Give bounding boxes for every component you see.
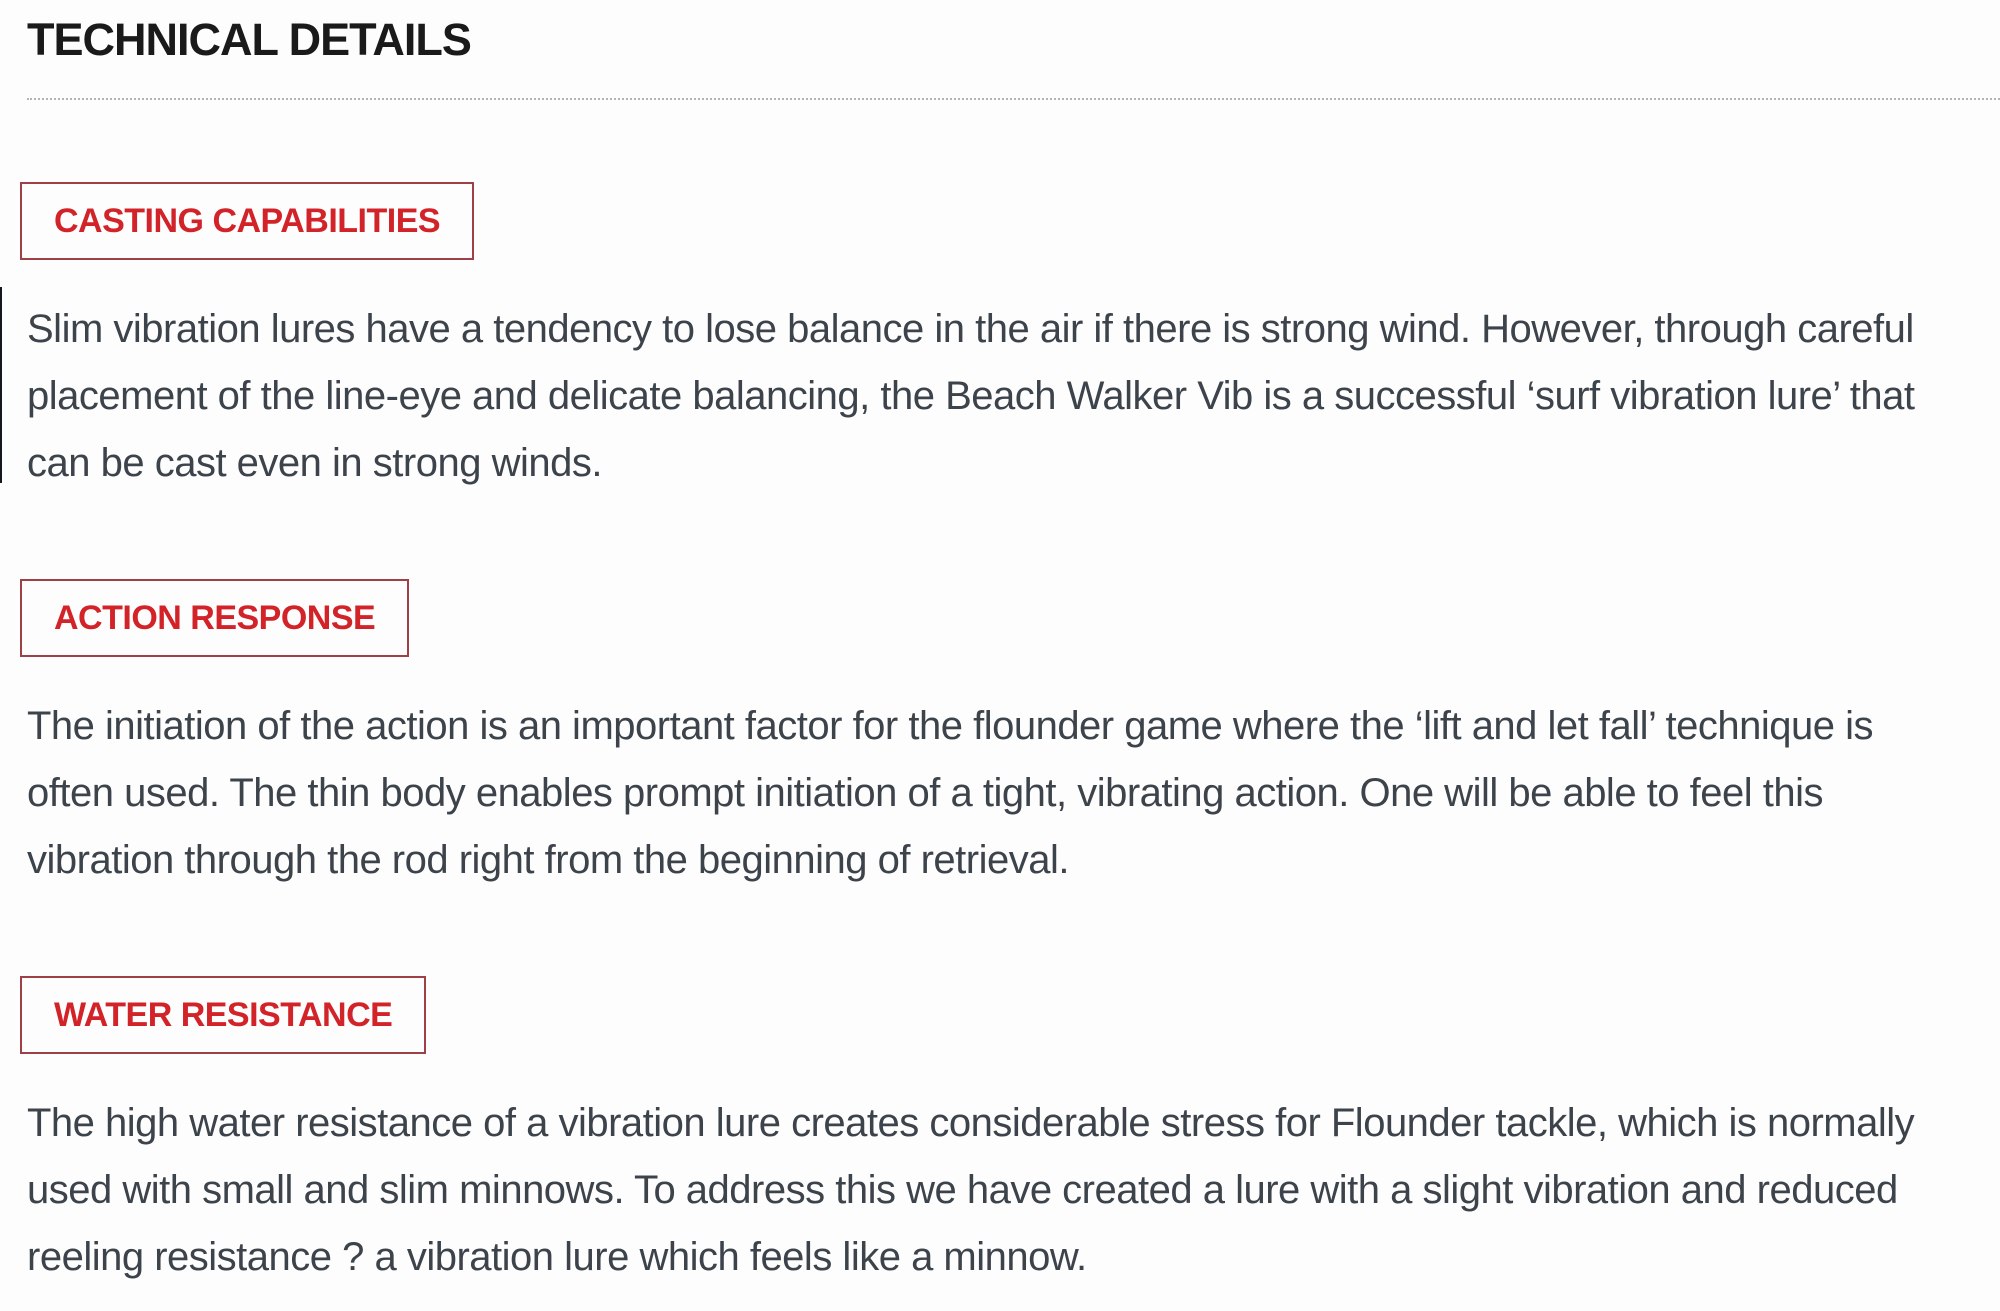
section-casting-capabilities [20, 100, 2000, 497]
technical-details-content [0, 100, 2000, 1291]
action-response-title-box [20, 579, 409, 657]
page-title: TECHNICAL DETAILS [27, 14, 471, 65]
left-edge-artifact-line [0, 287, 2, 483]
casting-capabilities-title: CASTING CAPABILITIES [54, 202, 441, 240]
water-resistance-paragraph: The high water resistance of a vibration lure creates considerable stress for Flounder tackle, which is normally used with small and slim minnows. To address this we have created a lure with a slight vibration and reduced reeling resistance ? a vibration lure which feels like a minnow. [27, 1101, 1915, 1279]
action-response-title: ACTION RESPONSE [54, 599, 376, 637]
section-action-response [20, 497, 2000, 894]
casting-capabilities-paragraph: Slim vibration lures have a tendency to lose balance in the air if there is strong wind. However, through careful placement of the line-eye and delicate balancing, the Beach Walker Vib is a successful ‘surf vibration lure’ that can be cast even in strong winds. [27, 307, 1915, 485]
casting-capabilities-title-box [20, 182, 474, 260]
action-response-paragraph: The initiation of the action is an important factor for the flounder game where the ‘lift and let fall’ technique is often used. The thin body enables prompt initiation of a tight, vibrating action. One will be able to feel this vibration through the rod right from the beginning of retrieval. [27, 704, 1874, 882]
water-resistance-title-box [20, 976, 426, 1054]
water-resistance-title: WATER RESISTANCE [54, 996, 393, 1034]
page-header [27, 14, 2000, 100]
section-water-resistance [20, 894, 2000, 1291]
